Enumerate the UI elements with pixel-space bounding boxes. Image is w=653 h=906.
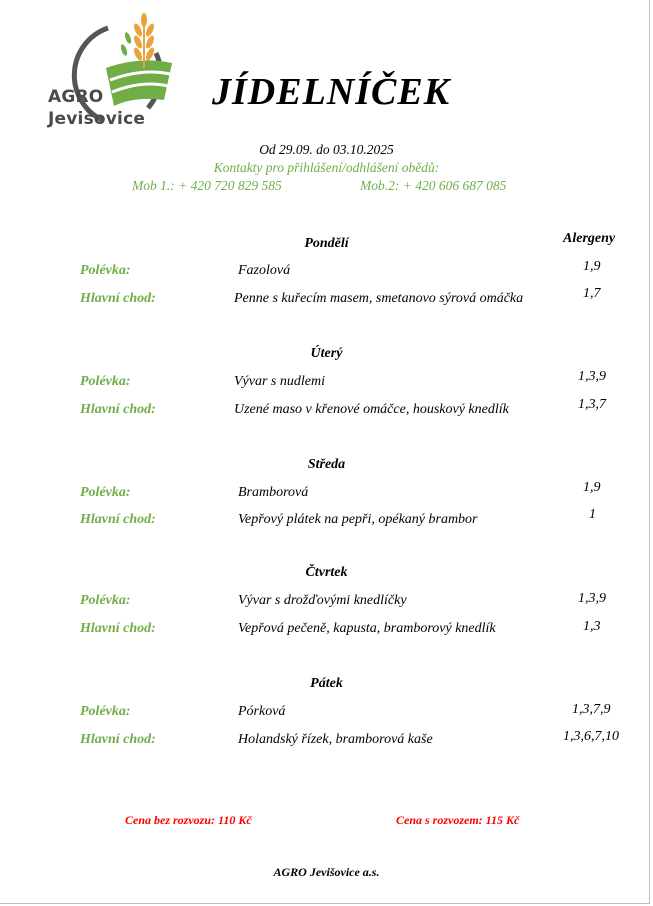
main-allergens: 1,3,7	[578, 397, 606, 412]
price-without-delivery: Cena bez rozvozu: 110 Kč	[125, 813, 252, 827]
day-heading-thursday: Čtvrtek	[305, 565, 348, 580]
main-dish: Vepřový plátek na pepři, opékaný brambor	[238, 512, 478, 527]
soup-label: Polévka:	[80, 263, 131, 278]
mobile-1: Mob 1.: + 420 720 829 585	[132, 178, 282, 193]
soup-allergens: 1,3,9	[578, 369, 606, 384]
main-dish: Uzené maso v křenové omáčce, houskový knedlík	[234, 402, 509, 417]
soup-dish: Fazolová	[238, 263, 291, 278]
footer-company: AGRO Jevišovice a.s.	[273, 865, 380, 879]
date-range: Od 29.09. do 03.10.2025	[259, 142, 394, 157]
logo-text-agro: AGRO	[48, 87, 104, 107]
soup-allergens: 1,3,9	[578, 591, 606, 606]
main-label: Hlavní chod:	[80, 621, 156, 636]
soup-allergens: 1,3,7,9	[572, 702, 611, 717]
day-heading-friday: Pátek	[310, 676, 343, 691]
allergens-heading: Alergeny	[563, 231, 616, 246]
day-heading-tuesday: Úterý	[310, 346, 343, 361]
main-dish: Penne s kuřecím masem, smetanovo sýrová omáčka	[234, 291, 524, 306]
soup-label: Polévka:	[80, 374, 131, 389]
soup-dish: Vývar s drožďovými knedlíčky	[238, 593, 407, 608]
main-dish: Holandský řízek, bramborová kaše	[238, 732, 433, 747]
day-heading-wednesday: Středa	[307, 457, 346, 472]
main-allergens: 1	[589, 507, 596, 522]
soup-dish: Bramborová	[238, 485, 309, 500]
soup-allergens: 1,9	[583, 480, 601, 495]
main-dish: Vepřová pečeně, kapusta, bramborový knedlík	[238, 621, 496, 636]
soup-label: Polévka:	[80, 485, 131, 500]
main-label: Hlavní chod:	[80, 402, 156, 417]
page-title: JÍDELNÍČEK	[212, 71, 451, 113]
soup-dish: Pórková	[238, 704, 286, 719]
agro-logo	[44, 8, 174, 133]
main-allergens: 1,3	[583, 619, 601, 634]
main-allergens: 1,3,6,7,10	[563, 729, 619, 744]
main-label: Hlavní chod:	[80, 732, 156, 747]
main-label: Hlavní chod:	[80, 291, 156, 306]
day-heading-monday: Pondělí	[304, 236, 349, 251]
soup-label: Polévka:	[80, 593, 131, 608]
soup-allergens: 1,9	[583, 259, 601, 274]
soup-label: Polévka:	[80, 704, 131, 719]
price-with-delivery: Cena s rozvozem: 115 Kč	[396, 813, 520, 827]
mobile-2: Mob.2: + 420 606 687 085	[360, 178, 507, 193]
main-allergens: 1,7	[583, 286, 601, 301]
main-label: Hlavní chod:	[80, 512, 156, 527]
logo-text-jevisovice: Jevišovice	[48, 109, 146, 129]
contact-heading: Kontakty pro přihlášení/odhlášení obědů:	[213, 160, 440, 175]
soup-dish: Vývar s nudlemi	[234, 374, 325, 389]
